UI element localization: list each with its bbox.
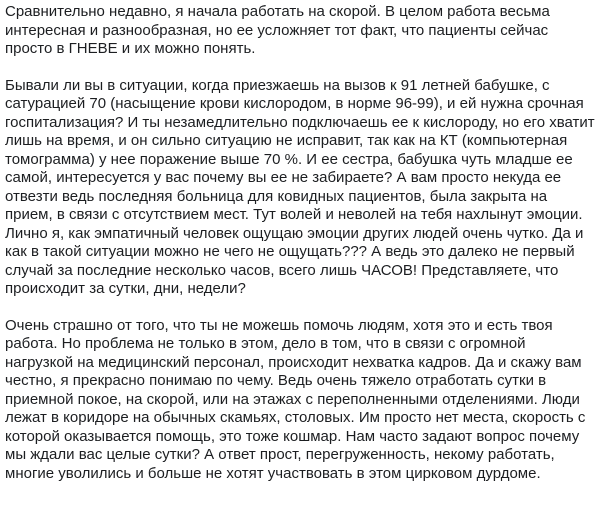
post-paragraph: Сравнительно недавно, я начала работать на скорой. В целом работа весьма интересная и разнообразная, но ее усложняет тот факт, что пациенты сейчас просто в ГНЕВЕ и их можно понять. xyxy=(5,3,550,57)
post-paragraph: Бывали ли вы в ситуации, когда приезжаешь на вызов к 91 летней бабушке, с сатурацией 70 (насыщение крови кислородом, в норме 96-99), и ей нужна срочная госпитализация? И ты незамедлительно подключаешь ее к кислороду, но его хватит лишь на время, и он сильно ситуацию не исправит, так как на КТ (компьютерная томограмма) у нее поражение выше 70 %. И ее сестра, бабушка чуть младше ее самой, интересуется у вас почему вы ее не забираете? А вам просто некуда ее отвезти ведь последняя больница для ковидных пациентов, была закрыта на прием, в связи с отсутствием мест. Тут волей и неволей на тебя нахлынут эмоции. Лично я, как эмпатичный человек ощущаю эмоции других людей очень чутко. Да и как в такой ситуации можно не чего не ощущать??? А ведь это далеко не первый случай за последние несколько часов, всего лишь ЧАСОВ! Представляете, что происходит за сутки, дни, недели? xyxy=(5,76,595,297)
post-paragraph: Очень страшно от того, что ты не можешь помочь людям, хотя это и есть твоя работа. Но проблема не только в этом, дело в том, что в связи с огромной нагрузкой на медицинский персонал, происходит нехватка кадров. Да и скажу вам честно, я прекрасно понимаю по чему. Ведь очень тяжело отработать сутки в приемной покое, на скорой, или на этажах с переполненными отделениями. Люди лежат в коридоре на обычных скамьях, столовых. Им просто нет места, скорость с которой оказывается помощь, это тоже кошмар. Нам часто задают вопрос почему мы ждали вас целые сутки? А ответ прост, перегруженность, некому работать, многие уволились и больше не хотят участвовать в этом цирковом дурдоме. xyxy=(5,316,586,482)
post-body xyxy=(5,3,597,483)
